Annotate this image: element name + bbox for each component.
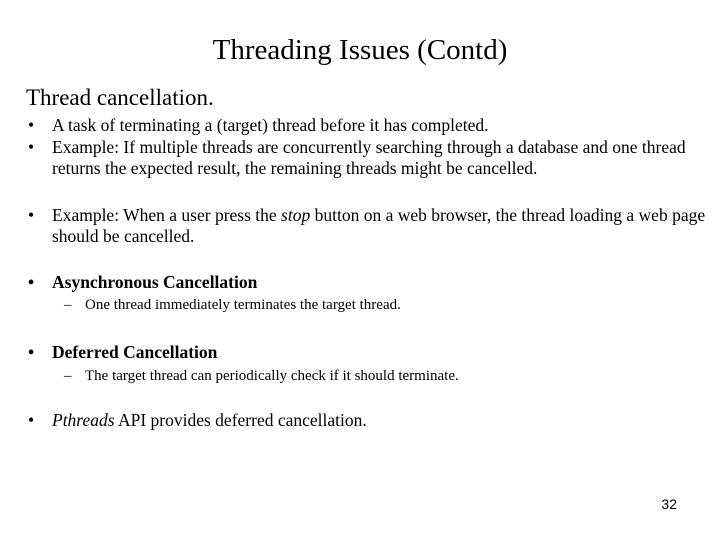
page-number: 32 bbox=[661, 496, 677, 512]
sub-bullet-text: One thread immediately terminates the target thread. bbox=[85, 297, 401, 313]
bullet-text-suffix: button on a web browser, the thread loading a web page should be cancelled. bbox=[52, 205, 706, 246]
bullet-text: A task of terminating a (target) thread before it has completed. bbox=[52, 115, 489, 135]
bullet-text-prefix: Example: When a user press the bbox=[52, 205, 282, 225]
bullet-marker: • bbox=[28, 115, 35, 135]
bullet-text: Asynchronous Cancellation bbox=[52, 272, 258, 292]
bullet-marker: • bbox=[28, 410, 35, 430]
bullet-text-suffix: API provides deferred cancellation. bbox=[114, 410, 367, 430]
bullet-marker: • bbox=[28, 342, 35, 362]
sub-bullet-text: The target thread can periodically check if it should terminate. bbox=[85, 368, 459, 384]
bullet-item-deferred bbox=[28, 342, 708, 363]
bullet-item bbox=[28, 205, 708, 247]
bullet-item bbox=[28, 137, 708, 179]
bullet-text: Deferred Cancellation bbox=[52, 342, 218, 362]
bullet-item-asynchronous bbox=[28, 272, 708, 293]
bullet-marker: • bbox=[28, 272, 35, 292]
bullet-text: Example: If multiple threads are concurrently searching through a database and one thread returns the expected result, the remaining threads might be cancelled. bbox=[52, 137, 686, 178]
bullet-text bbox=[52, 205, 708, 247]
slide-title: Threading Issues (Contd) bbox=[212, 34, 508, 66]
bullet-item bbox=[28, 410, 708, 431]
bullet-text bbox=[52, 410, 708, 431]
slide-subtitle: Thread cancellation. bbox=[26, 85, 214, 110]
bullet-item bbox=[28, 115, 708, 136]
sub-bullet-marker: – bbox=[64, 368, 72, 384]
pthreads-emphasis: Pthreads bbox=[52, 410, 115, 430]
stop-emphasis: stop bbox=[281, 205, 311, 225]
sub-bullet-item bbox=[64, 367, 459, 386]
sub-bullet-item bbox=[64, 296, 401, 315]
bullet-marker: • bbox=[28, 205, 35, 225]
sub-bullet-marker: – bbox=[64, 297, 72, 313]
bullet-marker: • bbox=[28, 137, 35, 157]
